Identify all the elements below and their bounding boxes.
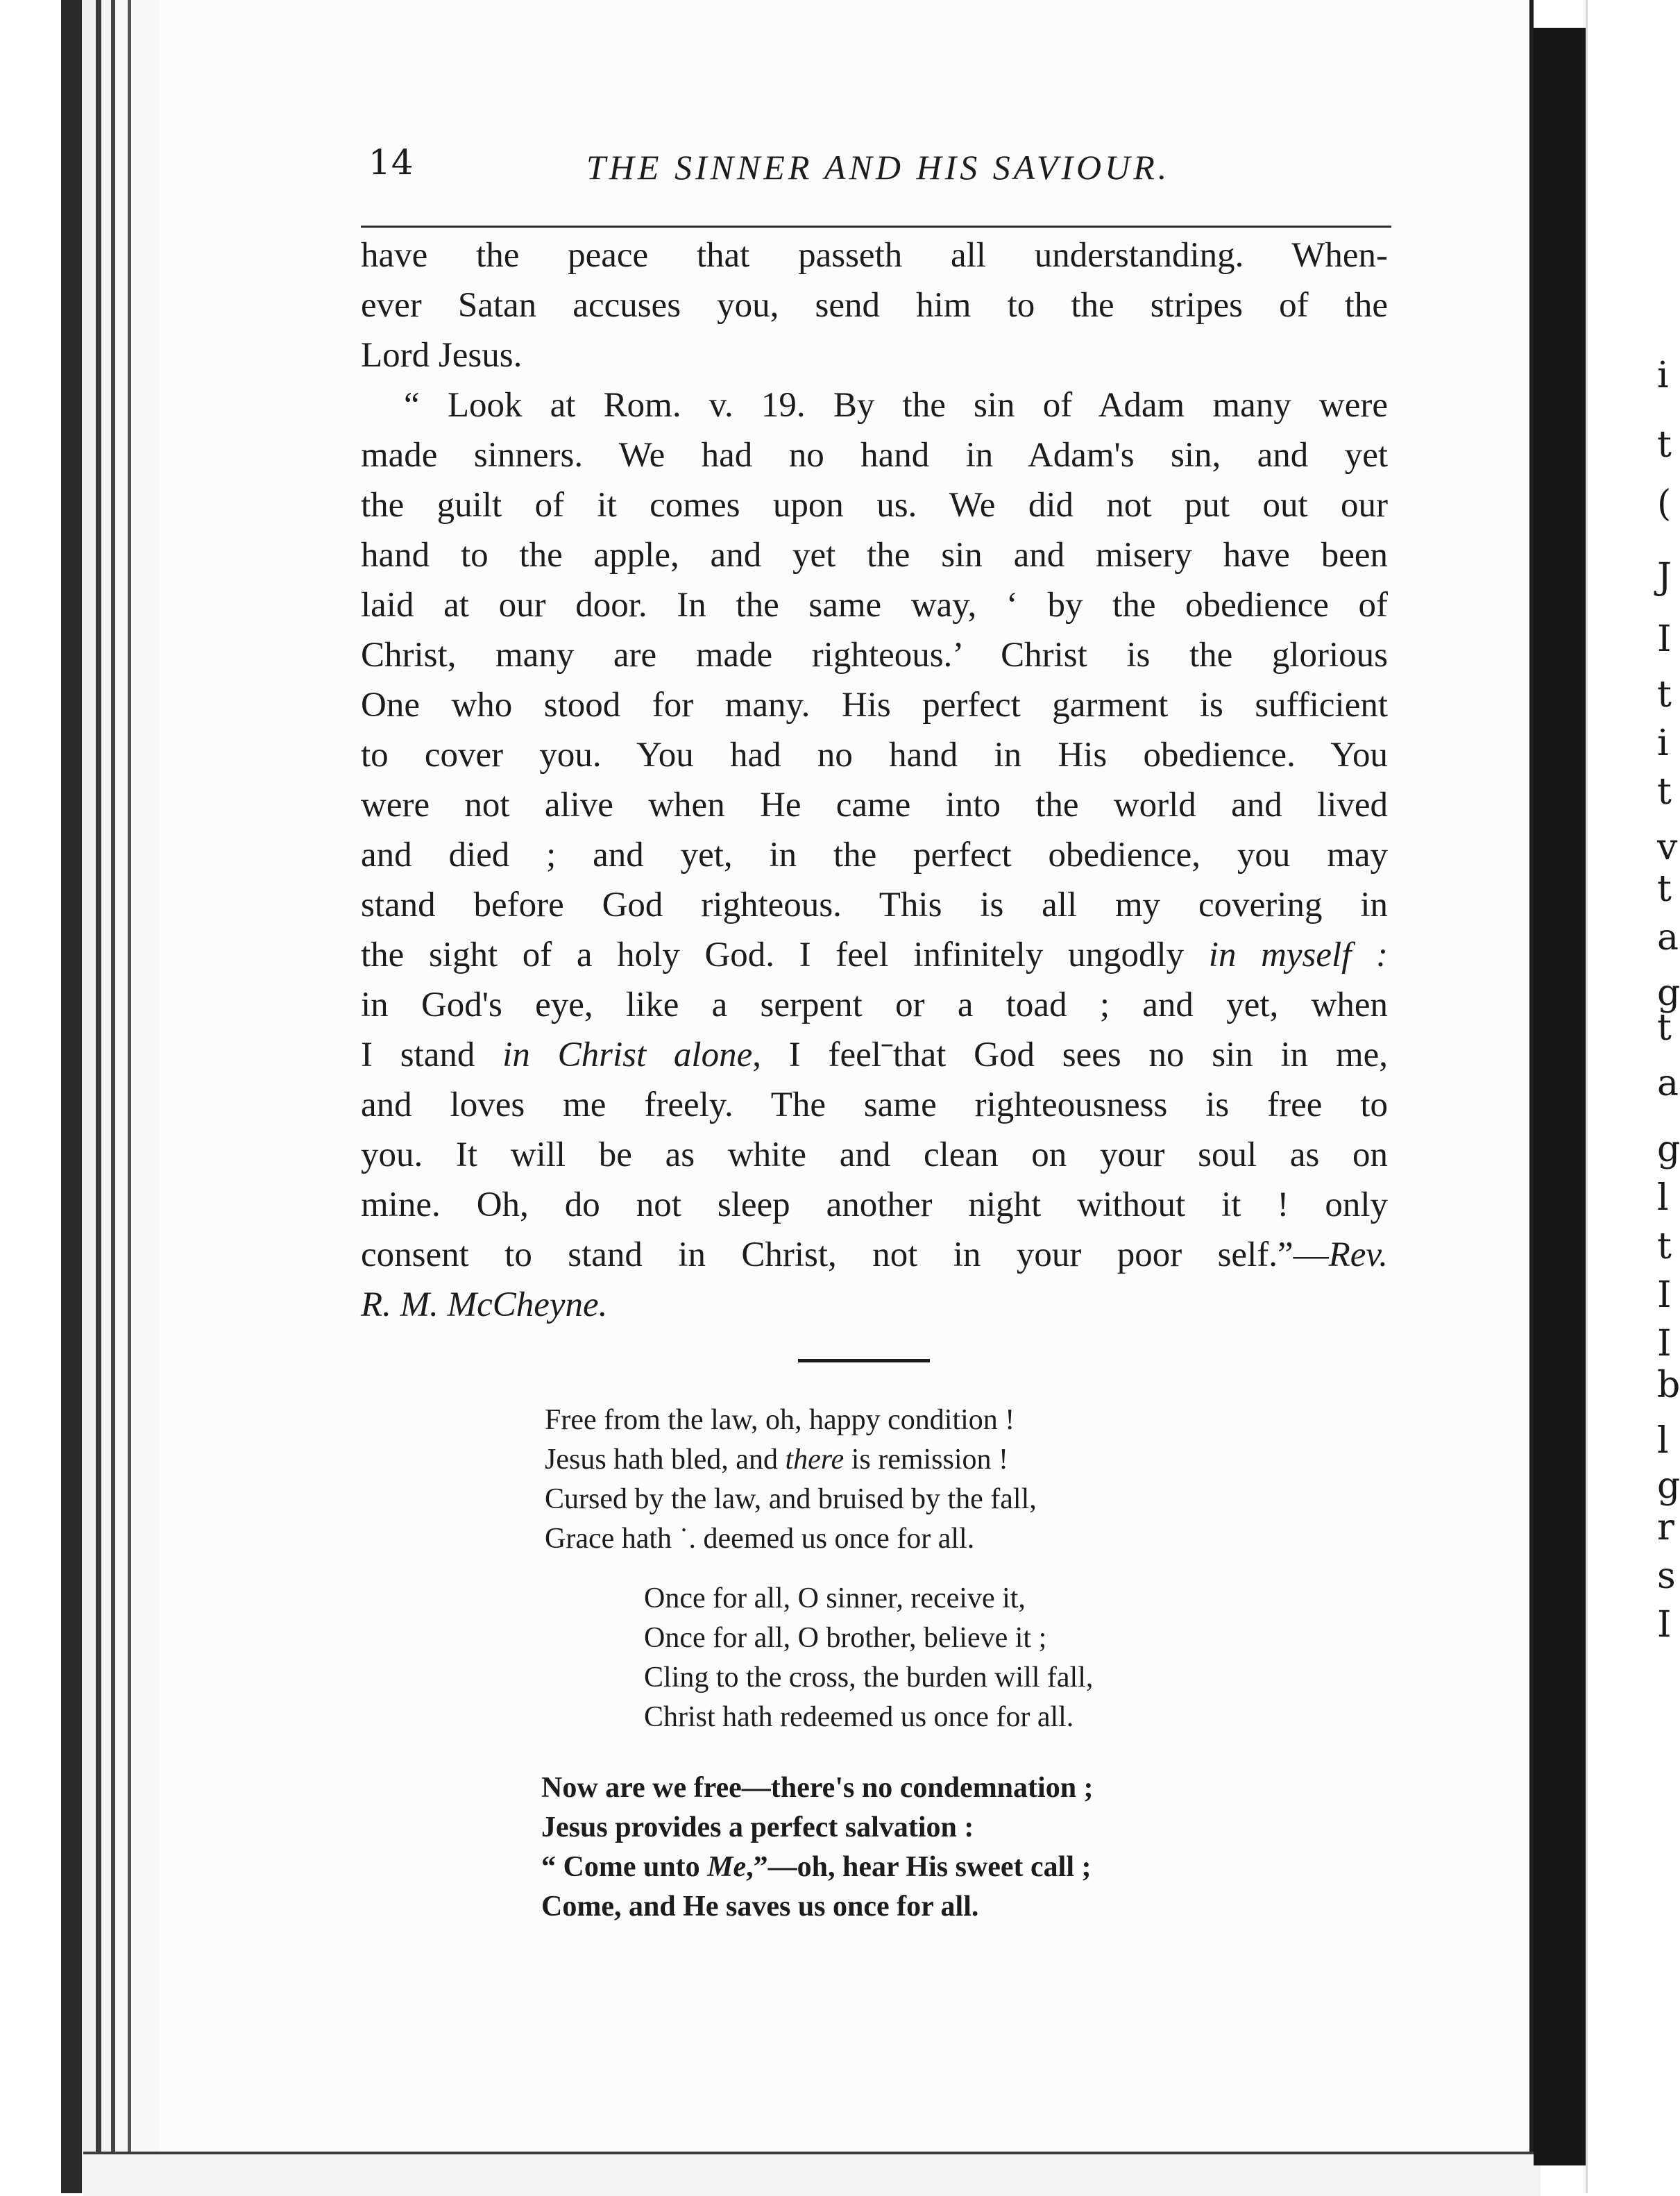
- section-separator: [798, 1359, 930, 1362]
- facing-page-letter: v: [1657, 827, 1678, 868]
- verse-line: Jesus provides a perfect salvation :: [541, 1811, 974, 1843]
- text-run: I stand: [361, 1036, 503, 1074]
- facing-page-letter: i: [1657, 723, 1669, 764]
- italic-run: there: [785, 1444, 845, 1476]
- verse-line: Once for all, O brother, believe it ;: [644, 1622, 1047, 1654]
- text-line: the guilt of it comes upon us. We did not put out our: [361, 486, 1388, 525]
- facing-page-letter: t: [1657, 771, 1672, 813]
- facing-page-letter: r: [1657, 1507, 1674, 1548]
- text-run: Jesus hath bled, and: [545, 1444, 786, 1476]
- facing-page-letter: l: [1657, 1420, 1669, 1462]
- header-rule: [361, 226, 1391, 228]
- page-edge: [131, 0, 159, 2193]
- verse-line: Come, and He saves us once for all.: [541, 1891, 979, 1923]
- facing-page-letter: g: [1657, 972, 1680, 1014]
- verse-line: Christ hath redeemed us once for all.: [644, 1701, 1074, 1733]
- verse-line: Cling to the cross, the burden will fall,: [644, 1662, 1094, 1694]
- facing-page-letter: l: [1657, 1177, 1669, 1219]
- verse-line: Free from the law, oh, happy condition !: [545, 1404, 1015, 1436]
- facing-page-letter: t: [1657, 1007, 1672, 1049]
- text-line: [361, 930, 1388, 980]
- text-line: [361, 1230, 1388, 1280]
- page-number: 14: [368, 142, 414, 183]
- text-line: you. It will be as white and clean on your soul as on: [361, 1135, 1388, 1174]
- poem-stanza: [545, 1401, 1037, 1559]
- facing-page-letter: a: [1657, 1063, 1679, 1104]
- text-run: consent to stand in Christ, not in your poor self.”—: [361, 1235, 1329, 1274]
- text-line: in God's eye, like a serpent or a toad ; and yet, when: [361, 986, 1388, 1024]
- facing-page-letter: i: [1657, 355, 1669, 396]
- italic-run: in Christ alone: [502, 1036, 753, 1074]
- text-line: Christ, many are made righteous.’ Christ is the glorious: [361, 636, 1388, 675]
- facing-page-letter: t: [1657, 674, 1672, 716]
- poem-stanza: [541, 1768, 1094, 1927]
- facing-page-letter: I: [1657, 618, 1672, 660]
- body-text: [361, 230, 1388, 1330]
- facing-page-letter: s: [1657, 1555, 1676, 1597]
- text-line: hand to the apple, and yet the sin and misery have been: [361, 536, 1388, 575]
- page-edge: [115, 0, 128, 2193]
- text-line: and died ; and yet, in the perfect obedience, you may: [361, 836, 1388, 875]
- text-line: were not alive when He came into the world and lived: [361, 786, 1388, 825]
- facing-page-letter: a: [1657, 917, 1679, 958]
- attribution: [361, 1280, 1388, 1330]
- text-line: [361, 1030, 1388, 1080]
- text-run: “ Come unto: [541, 1851, 708, 1883]
- text-line: have the peace that passeth all understanding. When-: [361, 236, 1388, 275]
- italic-run: Rev.: [1328, 1235, 1388, 1274]
- facing-page-letter: t: [1657, 1226, 1672, 1267]
- facing-page-letter: I: [1657, 1274, 1672, 1316]
- text-line: and loves me freely. The same righteousness is free to: [361, 1086, 1388, 1124]
- text-run: is remission !: [844, 1444, 1009, 1476]
- poem-refrain: [644, 1579, 1093, 1737]
- italic-run: Me: [707, 1851, 747, 1883]
- verse-line: [545, 1440, 1037, 1480]
- italic-run: in myself :: [1208, 936, 1388, 974]
- running-title: THE SINNER AND HIS SAVIOUR.: [586, 148, 1171, 187]
- text-line: Lord Jesus.: [361, 336, 523, 375]
- text-line: One who stood for many. His perfect garment is sufficient: [361, 686, 1388, 725]
- text-line: stand before God righteous. This is all my covering in: [361, 886, 1388, 924]
- page-bottom-edge: [83, 2152, 1541, 2196]
- text-run: , I feelˉthat God sees no sin in me,: [752, 1036, 1389, 1074]
- text-line: laid at our door. In the same way, ‘ by the obedience of: [361, 586, 1388, 625]
- text-line: ever Satan accuses you, send him to the stripes of the: [361, 286, 1388, 325]
- verse-line: Once for all, O sinner, receive it,: [644, 1582, 1026, 1614]
- verse-line: [541, 1848, 1094, 1887]
- verse-line: Cursed by the law, and bruised by the fall,: [545, 1483, 1037, 1515]
- facing-page-letter: g: [1657, 1129, 1680, 1170]
- text-line: made sinners. We had no hand in Adam's sin, and yet: [361, 436, 1388, 475]
- page-edge: [82, 0, 96, 2193]
- facing-page-letter: b: [1657, 1365, 1680, 1406]
- text-line: to cover you. You had no hand in His obedience. You: [361, 736, 1388, 775]
- page-edge: [101, 0, 111, 2193]
- italic-run: R. M. McCheyne.: [361, 1285, 608, 1324]
- binding-edge: [61, 0, 82, 2193]
- facing-page-letter: g: [1657, 1465, 1680, 1507]
- text-line: “ Look at Rom. v. 19. By the sin of Adam many were: [404, 386, 1388, 425]
- text-line: mine. Oh, do not sleep another night without it ! only: [361, 1185, 1388, 1224]
- book-gutter: [1534, 28, 1586, 2165]
- verse-line: Now are we free—there's no condemnation ;: [541, 1772, 1094, 1804]
- text-run: ,”—oh, hear His sweet call ;: [746, 1851, 1092, 1883]
- facing-page-letter: t: [1657, 424, 1672, 466]
- verse-line: Grace hath ˙. deemed us once for all.: [545, 1523, 975, 1555]
- facing-page-letter: (: [1657, 483, 1672, 525]
- facing-page-letter: I: [1657, 1604, 1672, 1646]
- page-edge-line: [96, 0, 101, 2193]
- text-run: the sight of a holy God. I feel infinitely ungodly: [361, 936, 1209, 974]
- facing-page-letter: t: [1657, 868, 1672, 910]
- facing-page-letter: I: [1657, 1323, 1672, 1365]
- facing-page-letter: J: [1657, 556, 1672, 598]
